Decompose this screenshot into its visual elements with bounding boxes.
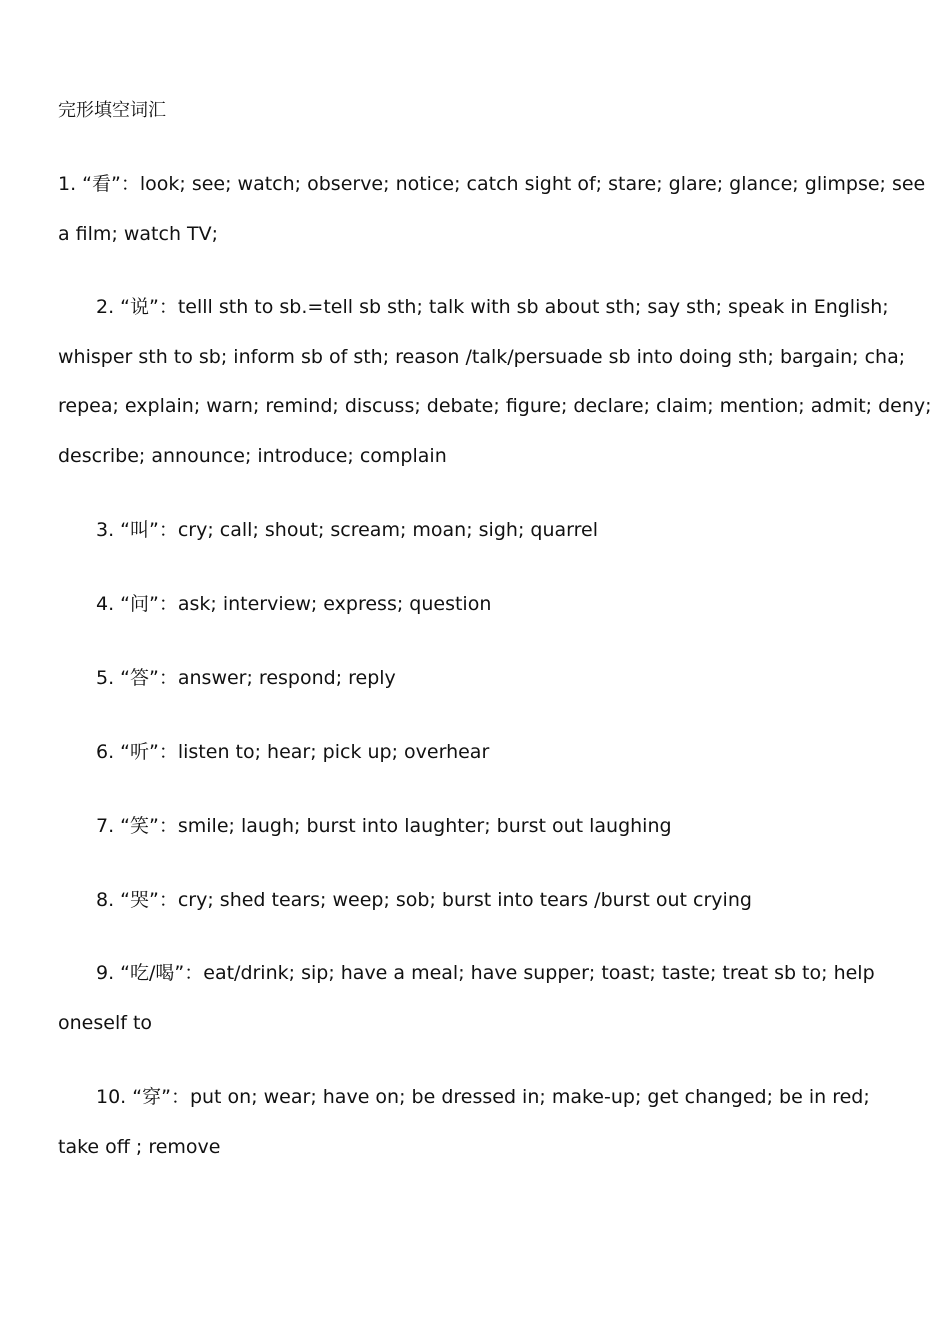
vocab-entry-2 bbox=[58, 283, 932, 481]
vocab-entry-10 bbox=[58, 1073, 898, 1172]
entry-1-line-2: a film; watch TV; bbox=[58, 222, 219, 245]
entry-10-line-1: 10. “穿”：put on; wear; have on; be dressed in; make-up; get changed; be in red; bbox=[96, 1086, 870, 1108]
entry-2-line-3: repea; explain; warn; remind; discuss; debate; figure; declare; claim; mention; admit; deny; bbox=[58, 395, 932, 417]
entry-2-line-4: describe; announce; introduce; complain bbox=[58, 444, 447, 467]
vocab-entry-3 bbox=[58, 506, 898, 556]
entry-9-line-2: oneself to bbox=[58, 1011, 153, 1034]
vocab-entry-7 bbox=[58, 802, 898, 852]
vocab-entry-9 bbox=[58, 949, 898, 1048]
entry-9-line-1: 9. “吃/喝”：eat/drink; sip; have a meal; have supper; toast; taste; treat sb to; help bbox=[96, 962, 875, 984]
entry-3-line-1: 3. “叫”：cry; call; shout; scream; moan; sigh; quarrel bbox=[96, 519, 598, 541]
entry-5-line-1: 5. “答”：answer; respond; reply bbox=[96, 667, 396, 689]
entry-8-line-1: 8. “哭”：cry; shed tears; weep; sob; burst into tears /burst out crying bbox=[96, 889, 752, 911]
vocab-entry-6 bbox=[58, 728, 898, 778]
document-title: 完形填空词汇 bbox=[58, 100, 166, 121]
vocab-entry-4 bbox=[58, 580, 898, 630]
vocab-entry-1 bbox=[58, 160, 926, 259]
entry-10-line-2: take off ; remove bbox=[58, 1135, 221, 1158]
vocab-entry-8 bbox=[58, 876, 898, 926]
entry-7-line-1: 7. “笑”：smile; laugh; burst into laughter; burst out laughing bbox=[96, 815, 672, 837]
vocab-entry-5 bbox=[58, 654, 898, 704]
entry-2-line-2: whisper sth to sb; inform sb of sth; reason /talk/persuade sb into doing sth; bargain; cha; bbox=[58, 345, 906, 368]
entry-1-line-1: 1. “看”：look; see; watch; observe; notice; catch sight of; stare; glare; glance; glimpse; see bbox=[58, 173, 926, 195]
entry-6-line-1: 6. “听”：listen to; hear; pick up; overhear bbox=[96, 741, 490, 763]
entry-2-line-1: 2. “说”：telll sth to sb.=tell sb sth; talk with sb about sth; say sth; speak in English; bbox=[96, 296, 889, 318]
entry-4-line-1: 4. “问”：ask; interview; express; question bbox=[96, 593, 492, 615]
